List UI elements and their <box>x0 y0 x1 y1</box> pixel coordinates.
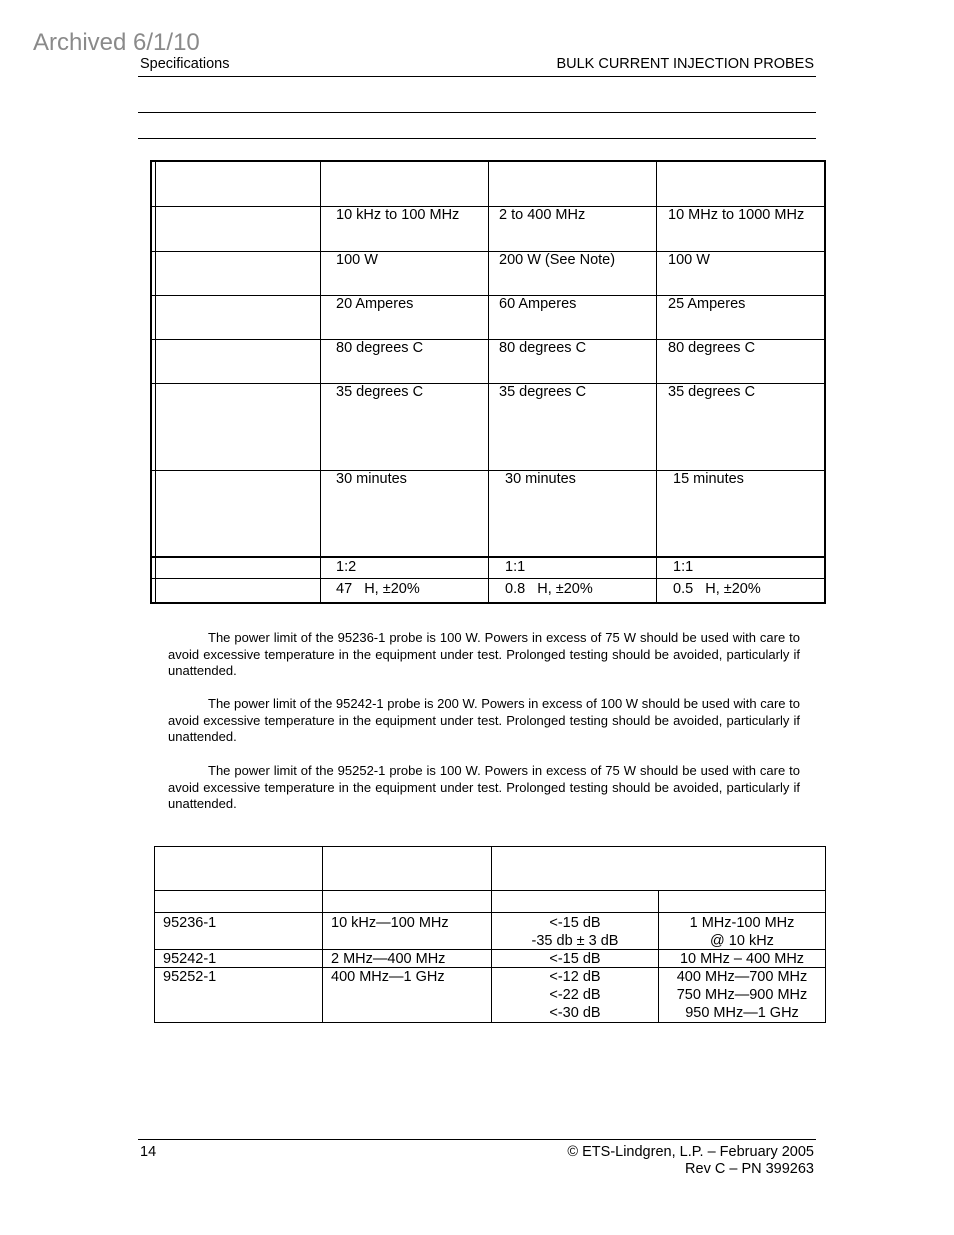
frequency-cell: 950 MHz—1 GHz <box>685 1005 799 1021</box>
footer-revision: Rev C – PN 399263 <box>685 1161 814 1177</box>
archived-watermark: Archived 6/1/10 <box>33 29 200 56</box>
range-cell: 400 MHz—1 GHz <box>331 969 445 985</box>
column-divider <box>656 162 657 602</box>
header-rule <box>138 76 816 77</box>
table-cell: 20 Amperes <box>336 296 414 312</box>
table-cell: 80 degrees C <box>499 340 587 356</box>
frequency-cell: 1 MHz-100 MHz <box>689 915 795 931</box>
table-cell: 35 degrees C <box>336 384 424 400</box>
model-cell: 95252-1 <box>163 969 217 985</box>
frequency-cell: 10 MHz – 400 MHz <box>679 951 805 967</box>
power-note-95242: The power limit of the 95242-1 probe is 200 W. Powers in excess of 100 W should be used with care to avoid excessive temperature in the equipment under test. Prolonged testing should be avoided, particularly if unattended. <box>168 696 800 745</box>
row-divider <box>152 251 824 252</box>
isolation-cell: -35 db ± 3 dB <box>531 933 619 949</box>
table-cell: 1:1 <box>673 559 694 575</box>
power-note-95236: The power limit of the 95236-1 probe is 100 W. Powers in excess of 75 W should be used with care to avoid excessive temperature in the equipment under test. Prolonged testing should be avoided, particularly if unattended. <box>168 630 800 679</box>
table-cell: 100 W <box>336 252 378 268</box>
range-cell: 2 MHz—400 MHz <box>331 951 446 967</box>
header-document-title: BULK CURRENT INJECTION PROBES <box>556 56 814 72</box>
range-cell: 10 kHz—100 MHz <box>331 915 449 931</box>
footer-rule <box>138 1139 816 1140</box>
footer-copyright: © ETS-Lindgren, L.P. – February 2005 <box>567 1144 814 1160</box>
isolation-cell: <-12 dB <box>549 969 601 985</box>
page-number: 14 <box>140 1144 157 1160</box>
frequency-cell: 750 MHz—900 MHz <box>676 987 808 1003</box>
isolation-cell: <-15 dB <box>549 915 601 931</box>
isolation-cell: <-15 dB <box>549 951 601 967</box>
table-cell: 15 minutes <box>673 471 744 487</box>
table-cell: 35 degrees C <box>499 384 587 400</box>
header-section-title: Specifications <box>140 56 230 72</box>
row-divider <box>152 556 824 558</box>
table-border <box>155 162 156 602</box>
power-note-95252: The power limit of the 95252-1 probe is 100 W. Powers in excess of 75 W should be used with care to avoid excessive temperature in the equipment under test. Prolonged testing should be avoided, particularly if unattended. <box>168 763 800 812</box>
isolation-cell: <-30 dB <box>549 1005 601 1021</box>
table-cell: 1:2 <box>336 559 357 575</box>
table-cell: 25 Amperes <box>668 296 746 312</box>
row-divider <box>152 578 824 579</box>
frequency-cell: 400 MHz—700 MHz <box>676 969 808 985</box>
isolation-table <box>154 846 826 1023</box>
table-cell: 47 H, ±20% <box>336 581 420 597</box>
column-divider <box>322 847 323 1022</box>
table-cell: 10 MHz to 1000 MHz <box>668 207 805 223</box>
table-cell: 100 W <box>668 252 710 268</box>
table-cell: 1:1 <box>505 559 526 575</box>
table-cell: 35 degrees C <box>668 384 756 400</box>
table-cell: 30 minutes <box>505 471 576 487</box>
isolation-cell: <-22 dB <box>549 987 601 1003</box>
row-divider <box>155 912 825 913</box>
row-divider <box>155 890 825 891</box>
table-cell: 2 to 400 MHz <box>499 207 586 223</box>
table-cell: 200 W (See Note) <box>499 252 616 268</box>
table-cell: 60 Amperes <box>499 296 577 312</box>
table-cell: 30 minutes <box>336 471 407 487</box>
table-cell: 0.5 H, ±20% <box>673 581 761 597</box>
frequency-cell: @ 10 kHz <box>710 933 774 949</box>
table-cell: 80 degrees C <box>336 340 424 356</box>
rule-1 <box>138 112 816 113</box>
column-divider <box>488 162 489 602</box>
table-cell: 0.8 H, ±20% <box>505 581 593 597</box>
specifications-table <box>150 160 826 604</box>
model-cell: 95236-1 <box>163 915 217 931</box>
model-cell: 95242-1 <box>163 951 217 967</box>
table-cell: 10 kHz to 100 MHz <box>336 207 460 223</box>
rule-2 <box>138 138 816 139</box>
column-divider <box>320 162 321 602</box>
table-cell: 80 degrees C <box>668 340 756 356</box>
